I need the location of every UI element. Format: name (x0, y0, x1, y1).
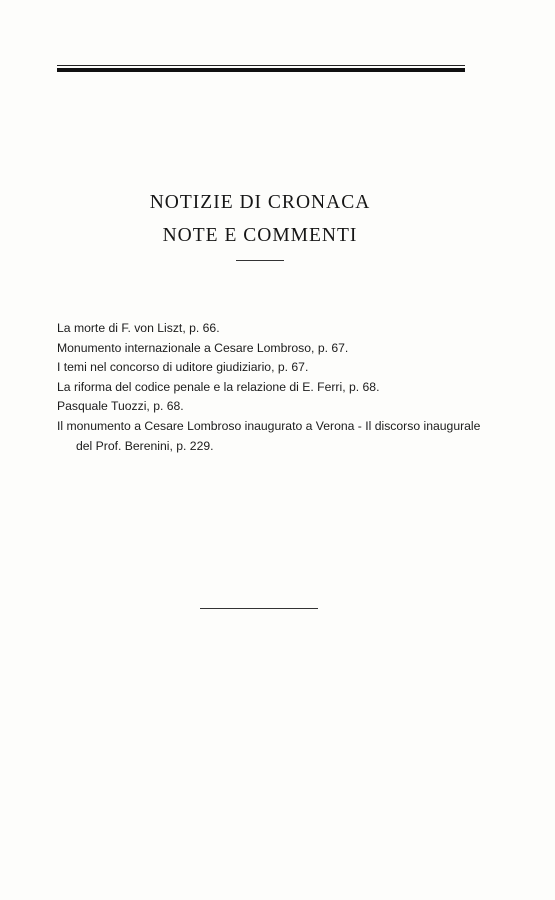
heading-line-1: NOTIZIE DI CRONACA (149, 192, 371, 213)
contents-entry: I temi nel concorso di uditore giudiziario, p. 67. (57, 360, 309, 375)
contents-list (57, 319, 497, 456)
contents-entry: Il monumento a Cesare Lombroso inaugurato a Verona - Il discorso inaugurale del Prof. Berenini, p. 229. (57, 418, 481, 453)
contents-entry: Monumento internazionale a Cesare Lombroso, p. 67. (57, 340, 349, 355)
section-heading (0, 186, 520, 252)
heading-divider (236, 260, 284, 261)
contents-entry: La riforma del codice penale e la relazione di E. Ferri, p. 68. (57, 379, 380, 394)
top-double-rule (57, 65, 465, 72)
contents-entry: Pasquale Tuozzi, p. 68. (57, 399, 184, 414)
contents-entry: La morte di F. von Liszt, p. 66. (57, 321, 220, 335)
bottom-divider (200, 608, 318, 609)
top-thin-line (57, 65, 465, 66)
top-thick-line (57, 68, 465, 72)
heading-line-2: NOTE E COMMENTI (162, 225, 358, 246)
